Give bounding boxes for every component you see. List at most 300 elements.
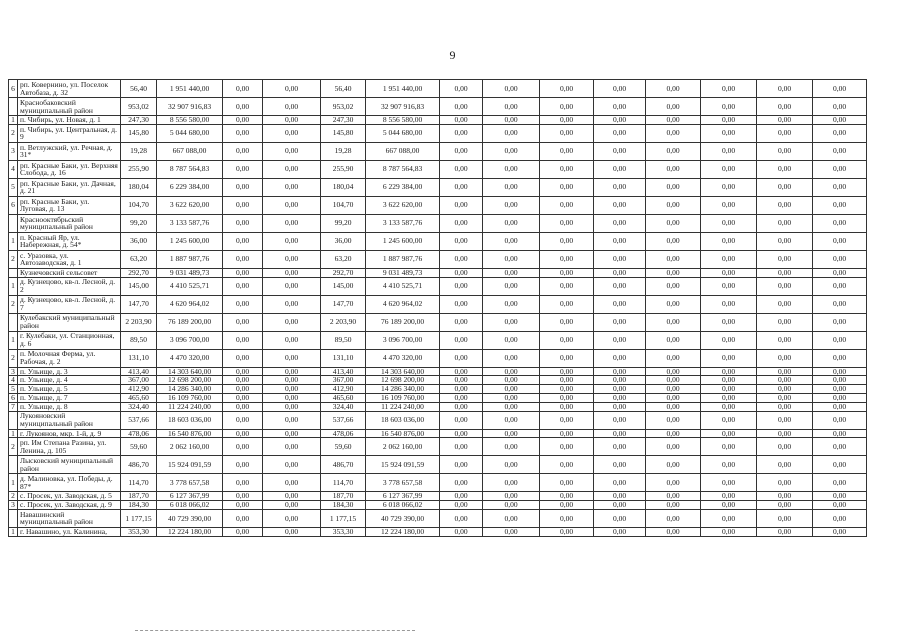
- address-cell: п. Ульище, д. 4: [18, 376, 121, 385]
- value-cell: 0,00: [440, 232, 483, 250]
- value-cell: 2 062 160,00: [366, 438, 440, 456]
- value-cell: 0,00: [646, 178, 701, 196]
- value-cell: 0,00: [540, 509, 594, 527]
- value-cell: 16 540 876,00: [366, 429, 440, 438]
- value-cell: 0,00: [263, 313, 321, 331]
- value-cell: 56,40: [121, 80, 157, 98]
- value-cell: 0,00: [813, 474, 867, 492]
- value-cell: 59,60: [121, 438, 157, 456]
- value-cell: 0,00: [540, 250, 594, 268]
- value-cell: 1 887 987,76: [366, 250, 440, 268]
- value-cell: 667 088,00: [366, 142, 440, 160]
- value-cell: 0,00: [646, 295, 701, 313]
- value-cell: 0,00: [757, 411, 813, 429]
- value-cell: 0,00: [223, 313, 263, 331]
- value-cell: 0,00: [540, 349, 594, 367]
- value-cell: 0,00: [813, 385, 867, 394]
- value-cell: 0,00: [813, 402, 867, 411]
- address-cell: п. Красный Яр, ул. Набережная, д. 54*: [18, 232, 121, 250]
- value-cell: 0,00: [701, 411, 757, 429]
- value-cell: 0,00: [483, 474, 540, 492]
- value-cell: 0,00: [813, 492, 867, 501]
- value-cell: 0,00: [263, 124, 321, 142]
- value-cell: 63,20: [321, 250, 366, 268]
- value-cell: 18 603 036,00: [366, 411, 440, 429]
- value-cell: 0,00: [757, 474, 813, 492]
- value-cell: 0,00: [223, 295, 263, 313]
- table-row: [9, 160, 867, 178]
- value-cell: 0,00: [483, 277, 540, 295]
- value-cell: 0,00: [646, 438, 701, 456]
- value-cell: 0,00: [813, 509, 867, 527]
- value-cell: 147,70: [121, 295, 157, 313]
- row-number: 1: [9, 116, 18, 125]
- value-cell: 0,00: [813, 456, 867, 474]
- value-cell: 0,00: [540, 98, 594, 116]
- value-cell: 0,00: [440, 456, 483, 474]
- value-cell: 0,00: [263, 438, 321, 456]
- value-cell: 56,40: [321, 80, 366, 98]
- table-row: [9, 411, 867, 429]
- value-cell: 0,00: [594, 313, 646, 331]
- value-cell: 131,10: [121, 349, 157, 367]
- value-cell: 0,00: [701, 438, 757, 456]
- value-cell: 0,00: [483, 160, 540, 178]
- value-cell: 0,00: [263, 429, 321, 438]
- row-number: 1: [9, 232, 18, 250]
- value-cell: 0,00: [757, 98, 813, 116]
- value-cell: 0,00: [223, 250, 263, 268]
- value-cell: 0,00: [757, 402, 813, 411]
- value-cell: 0,00: [594, 214, 646, 232]
- value-cell: 0,00: [701, 527, 757, 536]
- value-cell: 0,00: [263, 393, 321, 402]
- value-cell: 0,00: [223, 196, 263, 214]
- value-cell: 0,00: [594, 331, 646, 349]
- address-cell: Кулебакский муниципальный район: [18, 313, 121, 331]
- address-cell: рп. Красные Баки, ул. Верхняя Слобода, д. 16: [18, 160, 121, 178]
- scan-mark: [135, 630, 415, 631]
- value-cell: 0,00: [440, 116, 483, 125]
- value-cell: 0,00: [483, 268, 540, 277]
- row-number: 4: [9, 160, 18, 178]
- value-cell: 0,00: [263, 250, 321, 268]
- value-cell: 11 224 240,00: [157, 402, 223, 411]
- value-cell: 0,00: [594, 474, 646, 492]
- value-cell: 0,00: [813, 331, 867, 349]
- value-cell: 1 951 440,00: [366, 80, 440, 98]
- value-cell: 0,00: [223, 385, 263, 394]
- row-number: 2: [9, 295, 18, 313]
- value-cell: 0,00: [263, 268, 321, 277]
- value-cell: 3 096 700,00: [366, 331, 440, 349]
- value-cell: 14 303 640,00: [366, 367, 440, 376]
- value-cell: 147,70: [321, 295, 366, 313]
- value-cell: 247,30: [321, 116, 366, 125]
- address-cell: Навашинский муниципальный район: [18, 509, 121, 527]
- value-cell: 412,90: [321, 385, 366, 394]
- address-cell: п. Ульище, д. 3: [18, 367, 121, 376]
- value-cell: 0,00: [263, 232, 321, 250]
- value-cell: 0,00: [757, 376, 813, 385]
- value-cell: 114,70: [321, 474, 366, 492]
- value-cell: 0,00: [440, 250, 483, 268]
- value-cell: 0,00: [701, 313, 757, 331]
- row-number: 2: [9, 250, 18, 268]
- value-cell: 1 887 987,76: [157, 250, 223, 268]
- value-cell: 0,00: [440, 527, 483, 536]
- value-cell: 14 303 640,00: [157, 367, 223, 376]
- value-cell: 0,00: [483, 429, 540, 438]
- row-number: [9, 411, 18, 429]
- value-cell: 0,00: [701, 331, 757, 349]
- value-cell: 2 203,90: [121, 313, 157, 331]
- value-cell: 0,00: [540, 268, 594, 277]
- value-cell: 0,00: [540, 331, 594, 349]
- table-row: [9, 313, 867, 331]
- value-cell: 0,00: [813, 160, 867, 178]
- value-cell: 0,00: [813, 124, 867, 142]
- value-cell: 0,00: [223, 116, 263, 125]
- value-cell: 0,00: [594, 411, 646, 429]
- value-cell: 0,00: [813, 214, 867, 232]
- table-row: [9, 142, 867, 160]
- value-cell: 0,00: [646, 509, 701, 527]
- value-cell: 0,00: [223, 142, 263, 160]
- value-cell: 0,00: [223, 402, 263, 411]
- value-cell: 0,00: [594, 277, 646, 295]
- value-cell: 0,00: [223, 438, 263, 456]
- value-cell: 114,70: [121, 474, 157, 492]
- value-cell: 0,00: [813, 429, 867, 438]
- value-cell: 0,00: [440, 80, 483, 98]
- value-cell: 667 088,00: [157, 142, 223, 160]
- value-cell: 0,00: [483, 214, 540, 232]
- value-cell: 180,04: [121, 178, 157, 196]
- address-cell: г. Лукоянов, мкр. 1-й, д. 9: [18, 429, 121, 438]
- address-cell: д. Малиновка, ул. Победы, д. 87*: [18, 474, 121, 492]
- address-cell: рп. Ковернино, ул. Поселок Автобаза, д. 32: [18, 80, 121, 98]
- value-cell: 0,00: [263, 277, 321, 295]
- address-cell: д. Кузнецово, кв-л. Лесной, д. 2: [18, 277, 121, 295]
- value-cell: 0,00: [483, 527, 540, 536]
- value-cell: 0,00: [263, 80, 321, 98]
- value-cell: 0,00: [223, 124, 263, 142]
- value-cell: 0,00: [813, 116, 867, 125]
- value-cell: 0,00: [440, 385, 483, 394]
- row-number: 1: [9, 474, 18, 492]
- value-cell: 0,00: [223, 429, 263, 438]
- value-cell: 0,00: [757, 268, 813, 277]
- row-number: 3: [9, 367, 18, 376]
- value-cell: 3 622 620,00: [157, 196, 223, 214]
- value-cell: 16 540 876,00: [157, 429, 223, 438]
- value-cell: 0,00: [646, 456, 701, 474]
- value-cell: 292,70: [321, 268, 366, 277]
- table-row: [9, 98, 867, 116]
- value-cell: 0,00: [223, 98, 263, 116]
- value-cell: 0,00: [263, 367, 321, 376]
- value-cell: 0,00: [594, 456, 646, 474]
- value-cell: 0,00: [646, 313, 701, 331]
- value-cell: 36,00: [121, 232, 157, 250]
- value-cell: 4 410 525,71: [366, 277, 440, 295]
- value-cell: 0,00: [223, 411, 263, 429]
- value-cell: 0,00: [440, 501, 483, 510]
- address-cell: Лысковский муниципальный район: [18, 456, 121, 474]
- row-number: 2: [9, 349, 18, 367]
- value-cell: 12 224 180,00: [366, 527, 440, 536]
- value-cell: 15 924 091,59: [366, 456, 440, 474]
- value-cell: 0,00: [757, 124, 813, 142]
- value-cell: 0,00: [540, 438, 594, 456]
- value-cell: 0,00: [263, 385, 321, 394]
- address-cell: п. Ульище, д. 5: [18, 385, 121, 394]
- value-cell: 0,00: [813, 411, 867, 429]
- value-cell: 4 620 964,02: [157, 295, 223, 313]
- value-cell: 6 229 384,00: [366, 178, 440, 196]
- value-cell: 0,00: [594, 509, 646, 527]
- value-cell: 0,00: [594, 250, 646, 268]
- value-cell: 0,00: [263, 509, 321, 527]
- address-cell: Кузнечовский сельсовет: [18, 268, 121, 277]
- value-cell: 0,00: [757, 80, 813, 98]
- value-cell: 16 109 760,00: [366, 393, 440, 402]
- address-cell: Краснооктябрьский муниципальный район: [18, 214, 121, 232]
- table-row: [9, 402, 867, 411]
- value-cell: 0,00: [757, 214, 813, 232]
- value-cell: 12 224 180,00: [157, 527, 223, 536]
- value-cell: 0,00: [440, 214, 483, 232]
- value-cell: 0,00: [483, 501, 540, 510]
- value-cell: 0,00: [440, 402, 483, 411]
- value-cell: 99,20: [321, 214, 366, 232]
- value-cell: 0,00: [483, 313, 540, 331]
- value-cell: 0,00: [594, 438, 646, 456]
- value-cell: 32 907 916,83: [366, 98, 440, 116]
- table-row: [9, 393, 867, 402]
- value-cell: 0,00: [757, 277, 813, 295]
- row-number: 1: [9, 331, 18, 349]
- value-cell: 0,00: [701, 232, 757, 250]
- value-cell: 0,00: [646, 268, 701, 277]
- value-cell: 0,00: [483, 232, 540, 250]
- value-cell: 6 127 367,99: [366, 492, 440, 501]
- row-number: [9, 268, 18, 277]
- value-cell: 0,00: [483, 385, 540, 394]
- value-cell: 0,00: [483, 178, 540, 196]
- value-cell: 353,30: [321, 527, 366, 536]
- value-cell: 0,00: [594, 124, 646, 142]
- address-cell: г. Кулебаки, ул. Станционная, д. 6: [18, 331, 121, 349]
- table-row: [9, 385, 867, 394]
- value-cell: 0,00: [440, 349, 483, 367]
- value-cell: 0,00: [540, 116, 594, 125]
- value-cell: 76 189 200,00: [157, 313, 223, 331]
- table-row: [9, 492, 867, 501]
- value-cell: 19,28: [321, 142, 366, 160]
- value-cell: 6 229 384,00: [157, 178, 223, 196]
- value-cell: 0,00: [440, 367, 483, 376]
- table-row: [9, 232, 867, 250]
- value-cell: 63,20: [121, 250, 157, 268]
- value-cell: 1 951 440,00: [157, 80, 223, 98]
- value-cell: 0,00: [263, 527, 321, 536]
- value-cell: 0,00: [263, 331, 321, 349]
- value-cell: 0,00: [223, 178, 263, 196]
- value-cell: 0,00: [594, 232, 646, 250]
- value-cell: 0,00: [540, 429, 594, 438]
- value-cell: 0,00: [540, 411, 594, 429]
- value-cell: 3 778 657,58: [366, 474, 440, 492]
- value-cell: 18 603 036,00: [157, 411, 223, 429]
- value-cell: 0,00: [594, 142, 646, 160]
- value-cell: 19,28: [121, 142, 157, 160]
- value-cell: 184,30: [121, 501, 157, 510]
- value-cell: 0,00: [594, 393, 646, 402]
- value-cell: 0,00: [757, 349, 813, 367]
- table-row: [9, 501, 867, 510]
- value-cell: 99,20: [121, 214, 157, 232]
- value-cell: 0,00: [440, 331, 483, 349]
- value-cell: 0,00: [540, 295, 594, 313]
- value-cell: 0,00: [757, 178, 813, 196]
- value-cell: 0,00: [440, 295, 483, 313]
- value-cell: 0,00: [757, 429, 813, 438]
- value-cell: 3 133 587,76: [366, 214, 440, 232]
- value-cell: 0,00: [701, 124, 757, 142]
- value-cell: 104,70: [121, 196, 157, 214]
- value-cell: 0,00: [701, 492, 757, 501]
- value-cell: 0,00: [594, 295, 646, 313]
- value-cell: 0,00: [263, 492, 321, 501]
- row-number: 5: [9, 178, 18, 196]
- address-cell: Краснобаковский муниципальный район: [18, 98, 121, 116]
- row-number: [9, 509, 18, 527]
- value-cell: 12 698 200,00: [157, 376, 223, 385]
- value-cell: 0,00: [223, 393, 263, 402]
- value-cell: 0,00: [646, 142, 701, 160]
- value-cell: 0,00: [594, 196, 646, 214]
- value-cell: 0,00: [813, 178, 867, 196]
- value-cell: 4 470 320,00: [366, 349, 440, 367]
- value-cell: 1 245 600,00: [157, 232, 223, 250]
- value-cell: 0,00: [483, 116, 540, 125]
- value-cell: 0,00: [540, 80, 594, 98]
- value-cell: 3 096 700,00: [157, 331, 223, 349]
- value-cell: 0,00: [813, 501, 867, 510]
- table-row: [9, 80, 867, 98]
- value-cell: 0,00: [223, 456, 263, 474]
- value-cell: 0,00: [701, 196, 757, 214]
- value-cell: 14 286 340,00: [366, 385, 440, 394]
- value-cell: 145,80: [121, 124, 157, 142]
- value-cell: 0,00: [483, 196, 540, 214]
- value-cell: 0,00: [646, 393, 701, 402]
- row-number: [9, 214, 18, 232]
- value-cell: 0,00: [440, 429, 483, 438]
- value-cell: 0,00: [440, 411, 483, 429]
- row-number: 6: [9, 393, 18, 402]
- value-cell: 0,00: [757, 196, 813, 214]
- value-cell: 247,30: [121, 116, 157, 125]
- value-cell: 0,00: [483, 295, 540, 313]
- table-row: [9, 214, 867, 232]
- table-row: [9, 438, 867, 456]
- value-cell: 0,00: [440, 376, 483, 385]
- value-cell: 0,00: [594, 349, 646, 367]
- value-cell: 0,00: [540, 232, 594, 250]
- value-cell: 11 224 240,00: [366, 402, 440, 411]
- value-cell: 0,00: [223, 474, 263, 492]
- value-cell: 0,00: [540, 456, 594, 474]
- value-cell: 0,00: [757, 393, 813, 402]
- value-cell: 0,00: [646, 527, 701, 536]
- value-cell: 0,00: [757, 232, 813, 250]
- value-cell: 0,00: [263, 501, 321, 510]
- value-cell: 0,00: [483, 250, 540, 268]
- value-cell: 0,00: [263, 474, 321, 492]
- value-cell: 0,00: [594, 376, 646, 385]
- address-cell: с. Просек, ул. Заводская, д. 5: [18, 492, 121, 501]
- value-cell: 0,00: [223, 232, 263, 250]
- value-cell: 0,00: [757, 492, 813, 501]
- row-number: 2: [9, 124, 18, 142]
- value-cell: 0,00: [483, 376, 540, 385]
- value-cell: 0,00: [646, 492, 701, 501]
- row-number: 2: [9, 438, 18, 456]
- value-cell: 0,00: [263, 411, 321, 429]
- value-cell: 89,50: [321, 331, 366, 349]
- value-cell: 8 787 564,83: [366, 160, 440, 178]
- value-cell: 1 245 600,00: [366, 232, 440, 250]
- value-cell: 0,00: [223, 160, 263, 178]
- value-cell: 0,00: [594, 160, 646, 178]
- row-number: 6: [9, 80, 18, 98]
- value-cell: 0,00: [757, 438, 813, 456]
- address-cell: п. Чибирь, ул. Новая, д. 1: [18, 116, 121, 125]
- value-cell: 0,00: [594, 178, 646, 196]
- value-cell: 0,00: [646, 232, 701, 250]
- value-cell: 0,00: [223, 367, 263, 376]
- address-cell: п. Ветлужский, ул. Речная, д. 31*: [18, 142, 121, 160]
- value-cell: 0,00: [813, 295, 867, 313]
- address-cell: п. Чибирь, ул. Центральная, д. 9: [18, 124, 121, 142]
- value-cell: 0,00: [646, 196, 701, 214]
- value-cell: 0,00: [540, 142, 594, 160]
- value-cell: 0,00: [646, 124, 701, 142]
- value-cell: 0,00: [440, 124, 483, 142]
- value-cell: 0,00: [757, 501, 813, 510]
- value-cell: 0,00: [263, 142, 321, 160]
- value-cell: 0,00: [701, 402, 757, 411]
- value-cell: 0,00: [813, 250, 867, 268]
- value-cell: 12 698 200,00: [366, 376, 440, 385]
- value-cell: 0,00: [701, 277, 757, 295]
- value-cell: 537,66: [121, 411, 157, 429]
- value-cell: 1 177,15: [121, 509, 157, 527]
- value-cell: 0,00: [540, 367, 594, 376]
- value-cell: 0,00: [540, 124, 594, 142]
- value-cell: 478,06: [121, 429, 157, 438]
- row-number: 3: [9, 501, 18, 510]
- table-row: [9, 429, 867, 438]
- value-cell: 36,00: [321, 232, 366, 250]
- value-cell: 0,00: [813, 313, 867, 331]
- value-cell: 0,00: [440, 313, 483, 331]
- value-cell: 0,00: [701, 116, 757, 125]
- value-cell: 0,00: [594, 492, 646, 501]
